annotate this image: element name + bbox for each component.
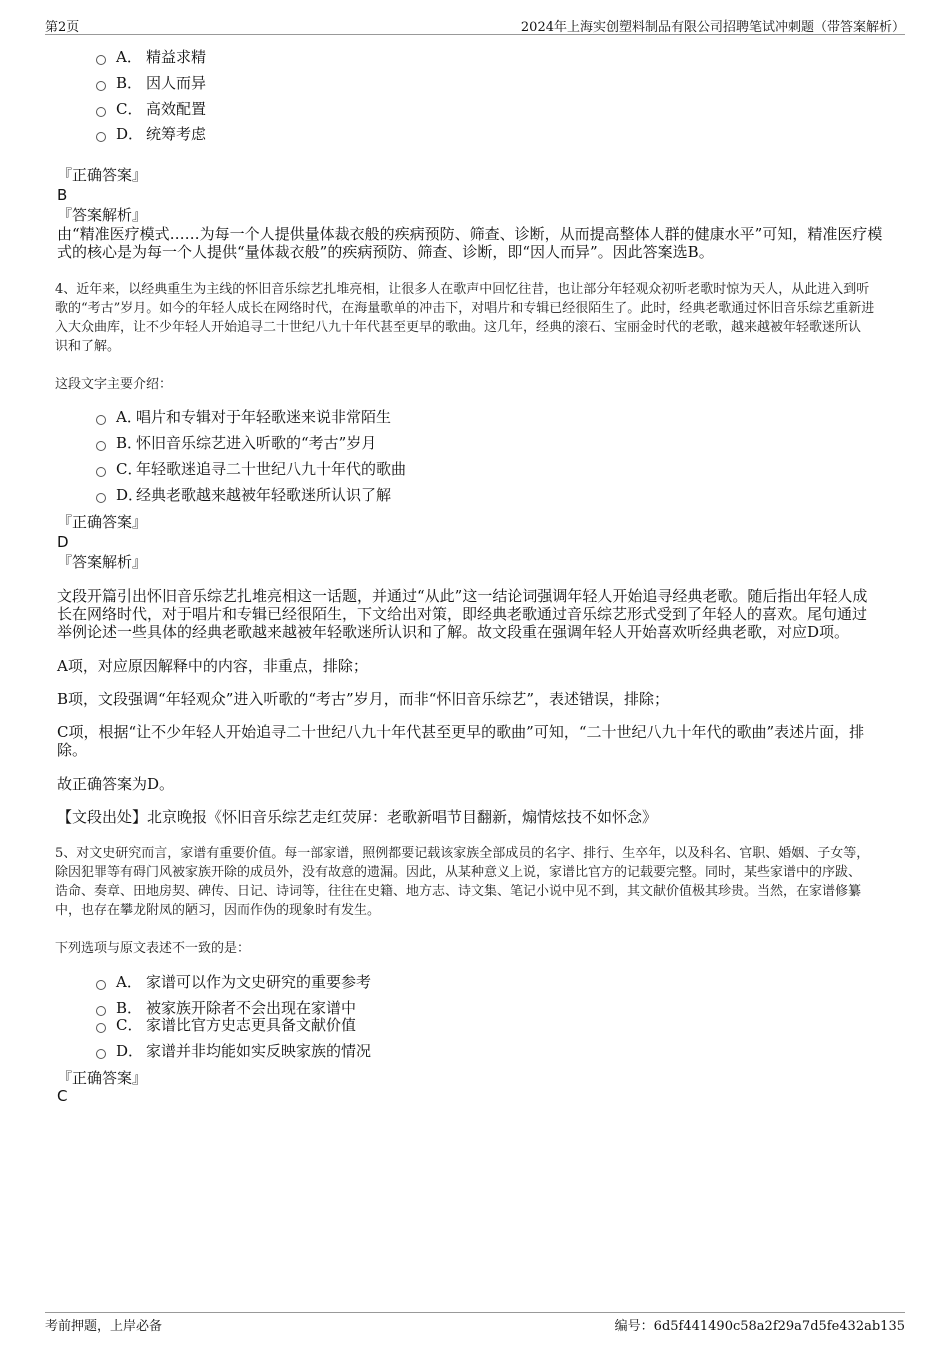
q4-option-a[interactable]: A．唱片和专辑对于年轻歌迷来说非常陌生 xyxy=(96,407,391,427)
radio-icon[interactable] xyxy=(96,55,106,65)
radio-icon[interactable] xyxy=(96,1023,106,1033)
q4-option-b[interactable]: B．怀旧音乐综艺进入听歌的“考古”岁月 xyxy=(96,433,376,453)
q5-answer: C xyxy=(57,1087,68,1105)
q4-option-c[interactable]: C．年轻歌迷追寻二十世纪八九十年代的歌曲 xyxy=(96,459,406,479)
q3-option-c[interactable]: C． 高效配置 xyxy=(96,99,206,119)
q3-analysis-line-1: 由“精准医疗模式……为每一个人提供量体裁衣般的疾病预防、筛查、诊断，从而提高整体人群的健康水平”可知，精准医疗模 xyxy=(57,225,883,243)
q4-stem: 这段文字主要介绍： xyxy=(55,377,173,392)
q4-analysis-line-3: 举例论述一些具体的经典老歌越来越被年轻歌迷所认识和了解。故文段重在强调年轻人开始喜欢听经典老歌，对应D项。 xyxy=(57,623,850,641)
radio-icon[interactable] xyxy=(96,493,106,503)
q4-analysis-line-1: 文段开篇引出怀旧音乐综艺扎堆亮相这一话题，并通过“从此”这一结论词强调年轻人开始追寻经典老歌。随后指出年轻人成 xyxy=(57,587,868,605)
q4-analysis-label: 『答案解析』 xyxy=(57,553,148,571)
q5-option-c[interactable]: C． 家谱比官方史志更具备文献价值 xyxy=(96,1015,356,1035)
q5-text-line-1: 5、对文史研究而言，家谱有重要价值。每一部家谱，照例都要记载该家族全部成员的名字、排行、生卒年，以及科名、官职、婚姻、子女等， xyxy=(55,846,870,861)
q4-analysis-c-line-2: 除。 xyxy=(57,741,88,759)
q5-text-line-4: 中，也存在攀龙附凤的陋习，因而作伪的现象时有发生。 xyxy=(55,903,381,918)
q5-answer-label: 『正确答案』 xyxy=(57,1069,148,1087)
q4-analysis-a: A项，对应原因解释中的内容，非重点，排除； xyxy=(57,657,368,675)
page-header xyxy=(45,14,905,35)
radio-icon[interactable] xyxy=(96,441,106,451)
q5-stem: 下列选项与原文表述不一致的是： xyxy=(55,941,251,956)
radio-icon[interactable] xyxy=(96,1049,106,1059)
radio-icon[interactable] xyxy=(96,980,106,990)
q4-analysis-line-2: 长在网络时代，对于唱片和专辑已经很陌生，下文给出对策，即经典老歌通过音乐综艺形式受到了年轻人的喜欢。尾句通过 xyxy=(57,605,868,623)
q3-option-b[interactable]: B． 因人而异 xyxy=(96,73,206,93)
q5-option-a[interactable]: A． 家谱可以作为文史研究的重要参考 xyxy=(96,972,371,992)
q4-conclusion: 故正确答案为D。 xyxy=(57,775,175,793)
q5-option-d[interactable]: D． 家谱并非均能如实反映家族的情况 xyxy=(96,1041,371,1061)
q4-text-line-1: 4、近年来，以经典重生为主线的怀旧音乐综艺扎堆亮相，让很多人在歌声中回忆往昔，也让部分年轻观众初听老歌时惊为天人，从此进入到听 xyxy=(55,282,870,297)
radio-icon[interactable] xyxy=(96,415,106,425)
q5-text-line-2: 除因犯罪等有碍门风被家族开除的成员外，没有故意的遗漏。因此，从某种意义上说，家谱比官方的记载要完整。同时，某些家谱中的序跋、 xyxy=(55,865,862,880)
q4-source: 【文段出处】北京晚报《怀旧音乐综艺走红荧屏：老歌新唱节目翻新，煽情炫技不如怀念》 xyxy=(57,808,658,826)
q5-option-b[interactable]: B． 被家族开除者不会出现在家谱中 xyxy=(96,998,356,1018)
radio-icon[interactable] xyxy=(96,81,106,91)
page-number: 第2页 xyxy=(45,20,80,35)
q3-analysis-line-2: 式的核心是为每一个人提供“量体裁衣般”的疾病预防、筛查、诊断，即“因人而异”。因此答案选B。 xyxy=(57,243,714,261)
q4-text-line-4: 识和了解。 xyxy=(55,339,121,354)
q4-answer: D xyxy=(57,533,69,551)
q4-text-line-2: 歌的“考古”岁月。如今的年轻人成长在网络时代，在海量歌单的冲击下，对唱片和专辑已经很陌生了。此时，经典老歌通过怀旧音乐综艺重新进 xyxy=(55,301,875,316)
q3-analysis-label: 『答案解析』 xyxy=(57,206,148,224)
q3-option-a[interactable]: A． 精益求精 xyxy=(96,47,206,67)
radio-icon[interactable] xyxy=(96,467,106,477)
radio-icon[interactable] xyxy=(96,132,106,142)
document-title: 2024年上海实创塑料制品有限公司招聘笔试冲刺题（带答案解析） xyxy=(520,20,905,35)
q4-option-d[interactable]: D．经典老歌越来越被年轻歌迷所认识了解 xyxy=(96,485,391,505)
q4-analysis-b: B项，文段强调“年轻观众”进入听歌的“考古”岁月，而非“怀旧音乐综艺”，表述错误，排除； xyxy=(57,690,670,708)
footer-slogan: 考前押题，上岸必备 xyxy=(45,1319,163,1334)
q3-answer: B xyxy=(57,186,68,204)
radio-icon[interactable] xyxy=(96,107,106,117)
q3-answer-label: 『正确答案』 xyxy=(57,166,148,184)
q4-answer-label: 『正确答案』 xyxy=(57,513,148,531)
q3-option-d[interactable]: D． 统筹考虑 xyxy=(96,124,206,144)
document-code: 编号：6d5f441490c58a2f29a7d5fe432ab135 xyxy=(614,1319,905,1334)
page-footer xyxy=(45,1312,905,1333)
q4-analysis-c-line-1: C项，根据“让不少年轻人开始追寻二十世纪八九十年代甚至更早的歌曲”可知，“二十世纪八九十年代的歌曲”表述片面，排 xyxy=(57,723,865,741)
q5-text-line-3: 诰命、奏章、田地房契、碑传、日记、诗词等，往往在史籍、地方志、诗文集、笔记小说中见不到，其文献价值极其珍贵。当然，在家谱修纂 xyxy=(55,884,862,899)
q4-text-line-3: 入大众曲库，让不少年轻人开始追寻二十世纪八九十年代甚至更早的歌曲。这几年，经典的滚石、宝丽金时代的老歌，越来越被年轻歌迷所认 xyxy=(55,320,862,335)
